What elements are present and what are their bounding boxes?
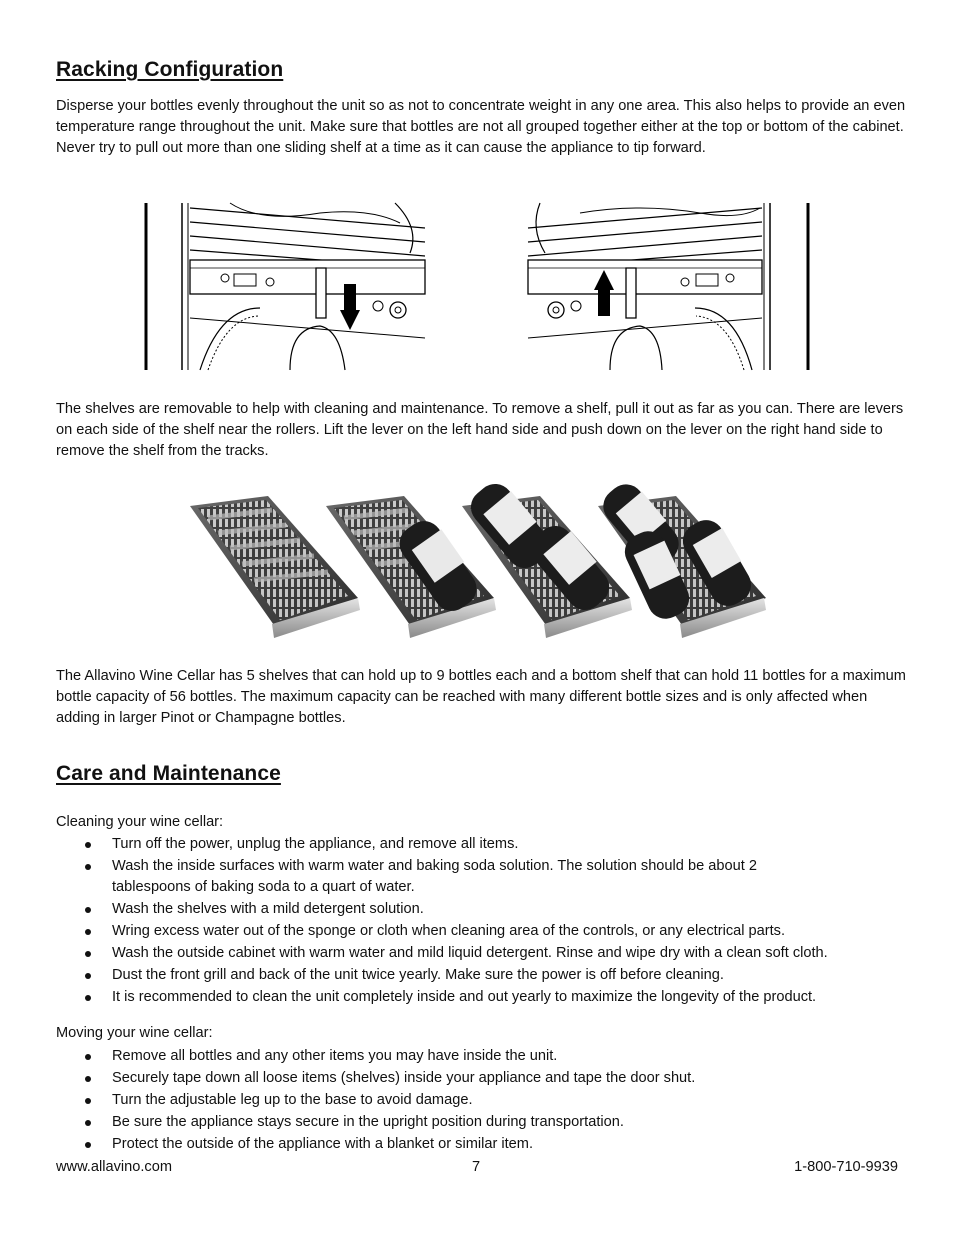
moving-label: Moving your wine cellar: [56, 1025, 213, 1041]
footer-phone: 1-800-710-9939 [794, 1159, 898, 1175]
list-item: Securely tape down all loose items (shelves) inside your appliance and tape the door shut. [56, 1068, 906, 1089]
list-item: Be sure the appliance stays secure in the upright position during transportation. [56, 1112, 906, 1133]
list-item: Wring excess water out of the sponge or cloth when cleaning area of the controls, or any electrical parts. [56, 921, 906, 942]
list-item: Dust the front grill and back of the unit twice yearly. Make sure the power is off before cleaning. [56, 965, 906, 986]
list-item: Remove all bottles and any other items you may have inside the unit. [56, 1046, 906, 1067]
list-item: Wash the shelves with a mild detergent solution. [56, 899, 906, 920]
care-heading: Care and Maintenance [56, 762, 281, 785]
shelf-bottle-configurations-photo [188, 478, 768, 646]
list-item: Turn off the power, unplug the appliance, and remove all items. [56, 834, 906, 855]
list-item: It is recommended to clean the unit completely inside and out yearly to maximize the longevity of the product. [56, 987, 906, 1008]
capacity-paragraph: The Allavino Wine Cellar has 5 shelves that can hold up to 9 bottles each and a bottom shelf that can hold 11 bottles for a maximum bottle capacity of 56 bottles. The maximum capacity can be reached with many different bottle sizes and is only affected when adding in larger Pinot or Champagne bottles. [56, 668, 906, 726]
right-lever-lift-up-illustration [528, 203, 808, 370]
list-item: Wash the outside cabinet with warm water and mild liquid detergent. Rinse and wipe dry with a clean soft cloth. [56, 943, 906, 964]
shelf-with-three-bottles [596, 478, 766, 638]
footer-page-number: 7 [472, 1159, 481, 1175]
list-item: Turn the adjustable leg up to the base to avoid damage. [56, 1090, 906, 1111]
left-lever-push-down-illustration [146, 203, 425, 370]
list-item: Wash the inside surfaces with warm water and baking soda solution. The solution should be about 2 tablespoons of baking soda to a quart of water. [56, 856, 906, 898]
list-item: Protect the outside of the appliance with a blanket or similar item. [56, 1134, 906, 1155]
shelf-lever-diagram [140, 198, 820, 373]
cleaning-label: Cleaning your wine cellar: [56, 814, 224, 830]
footer-website: www.allavino.com [56, 1159, 172, 1175]
racking-intro-paragraph: Disperse your bottles evenly throughout the unit so as not to concentrate weight in any one area. This also helps to provide an even temperature range throughout the unit. Make sure that bottles are not all grouped together either at the top or bottom of the cabinet. Never try to pull out more than one sliding shelf at a time as it can cause the appliance to tip forward. [56, 98, 906, 156]
racking-heading: Racking Configuration [56, 58, 284, 81]
moving-list [56, 1046, 906, 1156]
cleaning-list [56, 834, 906, 1009]
shelf-removal-paragraph: The shelves are removable to help with cleaning and maintenance. To remove a shelf, pull it out as far as you can. There are levers on each side of the shelf near the rollers. Lift the lever on the left hand side and push down on the lever on the right hand side to remove the shelf from the tracks. [56, 401, 904, 459]
